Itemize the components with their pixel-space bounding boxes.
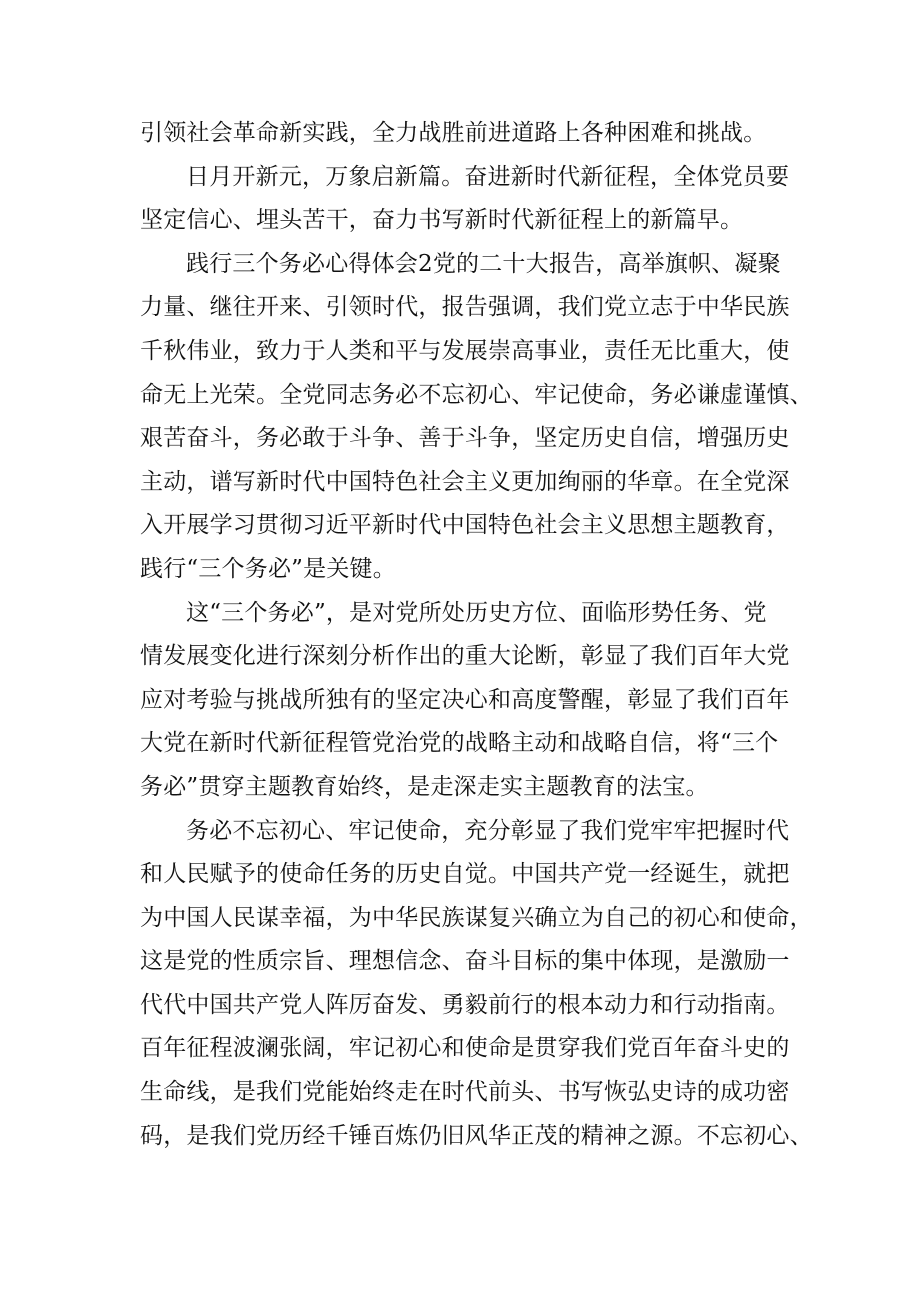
text-line-22: 百年征程波澜张阔，牢记初心和使命是贯穿我们党百年奋斗史的	[140, 1035, 790, 1062]
text-line-8: 艰苦奋斗，务必敢于斗争、善于斗争，坚定历史自信，增强历史	[140, 425, 790, 452]
text-line-23: 生命线，是我们党能始终走在时代前头、书写恢弘史诗的成功密	[140, 1079, 790, 1106]
text-line-16: 务必”贯穿主题教育始终，是走深走实主题教育的法宝。	[140, 773, 709, 800]
text-line-4: 践行三个务必心得体会2党的二十大报告，高举旗帜、凝聚	[186, 250, 781, 277]
body-text	[140, 112, 813, 1158]
text-line-19: 为中国人民谋幸福，为中华民族谋复兴确立为自己的初心和使命，	[140, 904, 813, 931]
text-line-12: 这“三个务必”，是对党所处历史方位、面临形势任务、党	[186, 599, 767, 626]
text-line-20: 这是党的性质宗旨、理想信念、奋斗目标的集中体现，是激励一	[140, 948, 790, 975]
text-line-9: 主动，谱写新时代中国特色社会主义更加绚丽的华章。在全党深	[140, 468, 790, 495]
text-line-7: 命无上光荣。全党同志务必不忘初心、牢记使命，务必谦虚谨慎、	[140, 381, 813, 408]
text-line-10: 入开展学习贯彻习近平新时代中国特色社会主义思想主题教育，	[140, 512, 790, 539]
text-line-18: 和人民赋予的使命任务的历史自觉。中国共产党一经诞生，就把	[140, 861, 790, 888]
text-line-5: 力量、继往开来、引领时代，报告强调，我们党立志于中华民族	[140, 294, 790, 321]
text-line-3: 坚定信心、埋头苦干，奋力书写新时代新征程上的新篇早。	[140, 207, 744, 234]
text-line-15: 大党在新时代新征程管党治党的战略主动和战略自信，将“三个	[140, 730, 779, 757]
text-line-21: 代代中国共产党人阵厉奋发、勇毅前行的根本动力和行动指南。	[140, 991, 790, 1018]
text-line-13: 情发展变化进行深刻分析作出的重大论断，彰显了我们百年大党	[140, 643, 790, 670]
text-line-1: 引领社会革命新实践，全力战胜前进道路上各种困难和挑战。	[140, 120, 767, 146]
text-line-6: 千秋伟业，致力于人类和平与发展崇高事业，责任无比重大，使	[140, 337, 790, 364]
text-line-11: 践行“三个务必”是关键。	[140, 555, 396, 582]
text-line-17: 务必不忘初心、牢记使命，充分彰显了我们党牢牢把握时代	[186, 817, 790, 844]
text-line-14: 应对考验与挑战所独有的坚定决心和高度警醒，彰显了我们百年	[140, 686, 790, 713]
text-line-24: 码，是我们党历经千锤百炼仍旧风华正茂的精神之源。不忘初心、	[140, 1122, 813, 1149]
text-line-2: 日月开新元，万象启新篇。奋进新时代新征程，全体党员要	[186, 163, 790, 190]
